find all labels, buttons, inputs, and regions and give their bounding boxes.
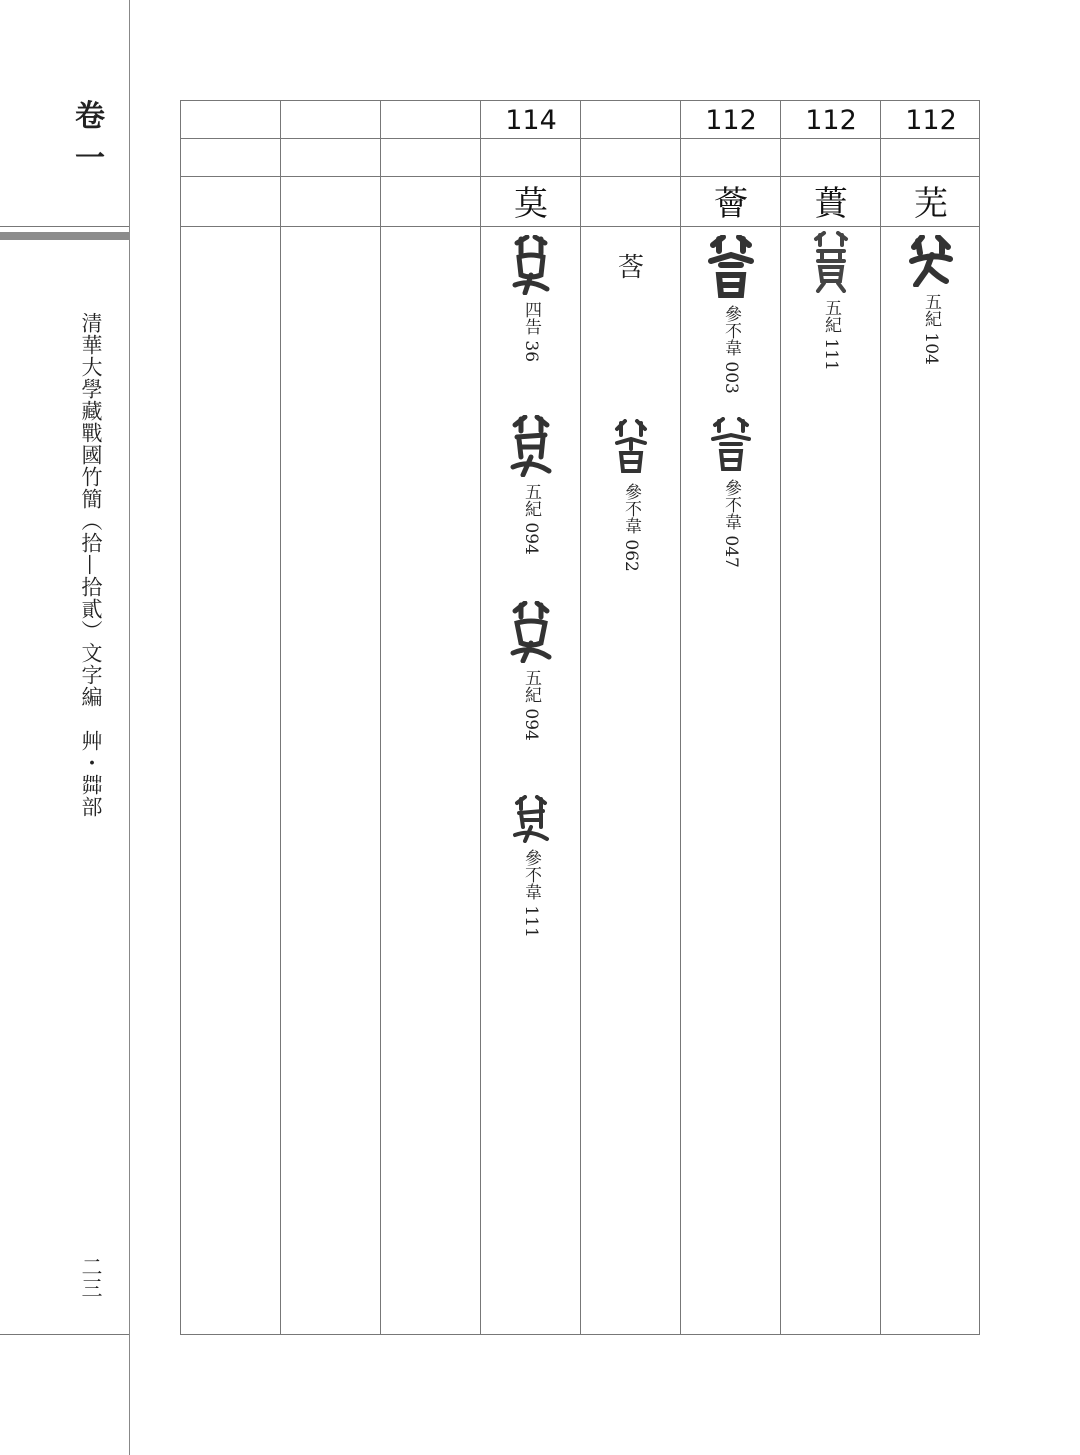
book-title: 清華大學藏戰國竹簡（拾—拾貳）文字編 (79, 312, 103, 708)
bamboo-slip-glyph-image (709, 417, 753, 473)
bamboo-slip-glyph-image (509, 415, 553, 477)
character-entry (481, 601, 581, 741)
character-entry (681, 417, 781, 568)
radical-number: 114 (505, 105, 557, 136)
margin-grey-bar (0, 232, 130, 240)
volume-label: 卷一 (75, 99, 105, 176)
source-citation: 參不韋 047 (721, 479, 741, 568)
column-empty (381, 101, 481, 1334)
radical-number (581, 101, 681, 139)
head-character: 芜 (914, 184, 948, 224)
head-character (181, 177, 281, 227)
source-citation: 五紀 094 (521, 483, 541, 555)
bamboo-slip-glyph-image (611, 419, 651, 477)
radical-number: 112 (905, 105, 957, 136)
column-empty (281, 101, 381, 1334)
column-variant (581, 101, 681, 1334)
character-entry (481, 415, 581, 555)
source-citation: 四告 36 (521, 301, 541, 363)
source-citation: 參不韋 111 (521, 849, 541, 938)
column-mo (481, 101, 581, 1334)
bamboo-slip-glyph-image (810, 231, 852, 293)
bamboo-slip-glyph-image (509, 601, 553, 663)
head-character: 莫 (514, 184, 548, 224)
section-title: 艸・茻部 (79, 730, 103, 818)
bamboo-slip-glyph-image (511, 235, 551, 295)
variant-character: 莟 (617, 253, 644, 283)
column-wu (881, 101, 981, 1334)
head-character: 薈 (714, 184, 748, 224)
character-entry (781, 231, 881, 371)
bamboo-slip-glyph-image (707, 235, 755, 299)
column-hui (681, 101, 781, 1334)
head-character (281, 177, 381, 227)
radical-number (281, 101, 381, 139)
character-entry (681, 235, 781, 394)
character-entry (581, 419, 681, 572)
head-character (381, 177, 481, 227)
character-entry (481, 235, 581, 362)
margin-divider-top (0, 226, 129, 227)
page-number: 二三 (79, 1256, 103, 1298)
radical-number (181, 101, 281, 139)
column-kui (781, 101, 881, 1334)
running-title (76, 312, 106, 818)
margin-rule (129, 0, 130, 1455)
source-citation: 五紀 104 (921, 293, 941, 365)
radical-number: 112 (805, 105, 857, 136)
margin-divider-bottom (0, 1334, 129, 1335)
character-entry (881, 235, 981, 365)
source-citation: 參不韋 062 (621, 483, 641, 572)
character-entry (481, 795, 581, 938)
head-character (581, 177, 681, 227)
character-table (180, 100, 980, 1335)
radical-number: 112 (705, 105, 757, 136)
column-empty (181, 101, 281, 1334)
bamboo-slip-glyph-image (908, 235, 954, 287)
source-citation: 參不韋 003 (721, 305, 741, 394)
source-citation: 五紀 111 (821, 299, 841, 371)
head-character: 蕢 (814, 184, 848, 224)
source-citation: 五紀 094 (521, 669, 541, 741)
radical-number (381, 101, 481, 139)
variant-form (581, 247, 681, 284)
bamboo-slip-glyph-image (511, 795, 551, 843)
